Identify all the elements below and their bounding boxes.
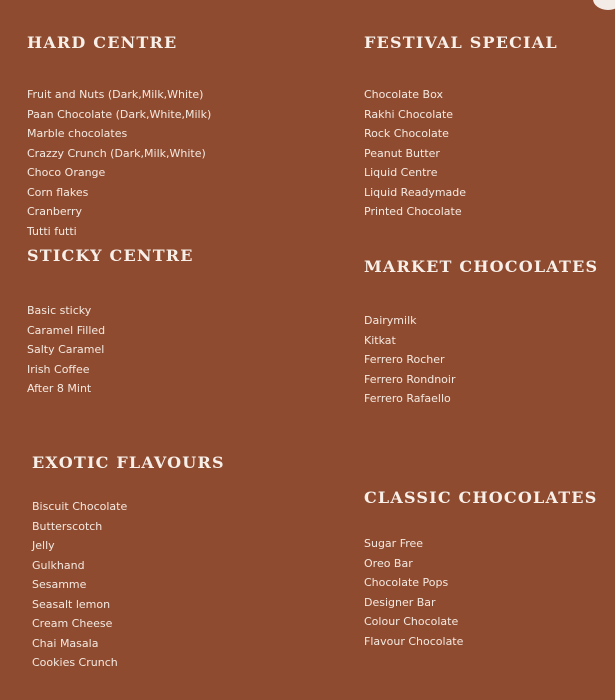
section-market-chocolates (364, 257, 599, 405)
section-sticky-centre (27, 246, 194, 395)
menu-item: Dairymilk (364, 314, 417, 327)
section-classic-chocolates (364, 488, 598, 648)
menu-item: Basic sticky (27, 304, 92, 317)
menu-item: Chai Masala (32, 636, 99, 650)
page-corner-decoration (593, 0, 615, 10)
menu-item: Sugar Free (364, 537, 424, 550)
menu-item: After 8 Mint (27, 382, 92, 395)
menu-item: Ferrero Rafaello (364, 392, 451, 405)
section-festival-special (364, 33, 558, 218)
section-title: MARKET CHOCOLATES (364, 257, 599, 276)
menu-item: Crazzy Crunch (Dark,Milk,White) (27, 146, 206, 160)
menu-item: Flavour Chocolate (364, 634, 464, 648)
menu-item: Designer Bar (364, 595, 436, 609)
item-list (364, 534, 463, 651)
item-list (27, 301, 105, 399)
section-title: EXOTIC FLAVOURS (32, 453, 225, 472)
menu-item: Kitkat (364, 333, 396, 347)
menu-item: Caramel Filled (27, 323, 106, 337)
menu-item: Colour Chocolate (364, 615, 459, 628)
menu-item: Tutti futti (27, 224, 77, 238)
menu-item: Marble chocolates (27, 127, 128, 140)
section-title: STICKY CENTRE (27, 246, 194, 265)
item-list (27, 85, 211, 241)
menu-item: Ferrero Rondnoir (364, 372, 456, 386)
item-list (364, 85, 466, 222)
menu-item: Jelly (32, 539, 55, 552)
menu-item: Gulkhand (32, 558, 85, 572)
menu-item: Rock Chocolate (364, 127, 449, 140)
menu-item: Cream Cheese (32, 617, 113, 630)
menu-item: Chocolate Pops (364, 576, 449, 589)
item-list (364, 311, 456, 409)
item-list (32, 497, 127, 673)
menu-item: Liquid Centre (364, 166, 438, 179)
menu-item: Seasalt lemon (32, 597, 111, 611)
menu-item: Cookies Crunch (32, 656, 118, 669)
section-hard-centre (27, 33, 212, 238)
menu-item: Ferrero Rocher (364, 353, 445, 366)
menu-item: Irish Coffee (27, 362, 90, 376)
menu-item: Salty Caramel (27, 343, 105, 356)
section-title: HARD CENTRE (27, 33, 178, 52)
menu-item: Cranberry (27, 205, 83, 218)
menu-item: Chocolate Box (364, 88, 443, 101)
menu-item: Choco Orange (27, 166, 106, 179)
menu-item: Butterscotch (32, 519, 103, 533)
menu-item: Corn flakes (27, 185, 89, 199)
section-title: FESTIVAL SPECIAL (364, 33, 558, 52)
section-title: CLASSIC CHOCOLATES (364, 488, 598, 507)
menu-item: Biscuit Chocolate (32, 500, 128, 513)
menu-item: Rakhi Chocolate (364, 107, 454, 121)
menu-item: Printed Chocolate (364, 205, 462, 218)
menu-item: Fruit and Nuts (Dark,Milk,White) (27, 88, 204, 101)
menu-item: Oreo Bar (364, 556, 413, 570)
menu-item: Liquid Readymade (364, 185, 467, 199)
section-exotic-flavours (32, 453, 225, 669)
menu-item: Sesamme (32, 578, 87, 591)
menu-item: Peanut Butter (364, 146, 440, 160)
menu-item: Paan Chocolate (Dark,White,Milk) (27, 107, 212, 121)
